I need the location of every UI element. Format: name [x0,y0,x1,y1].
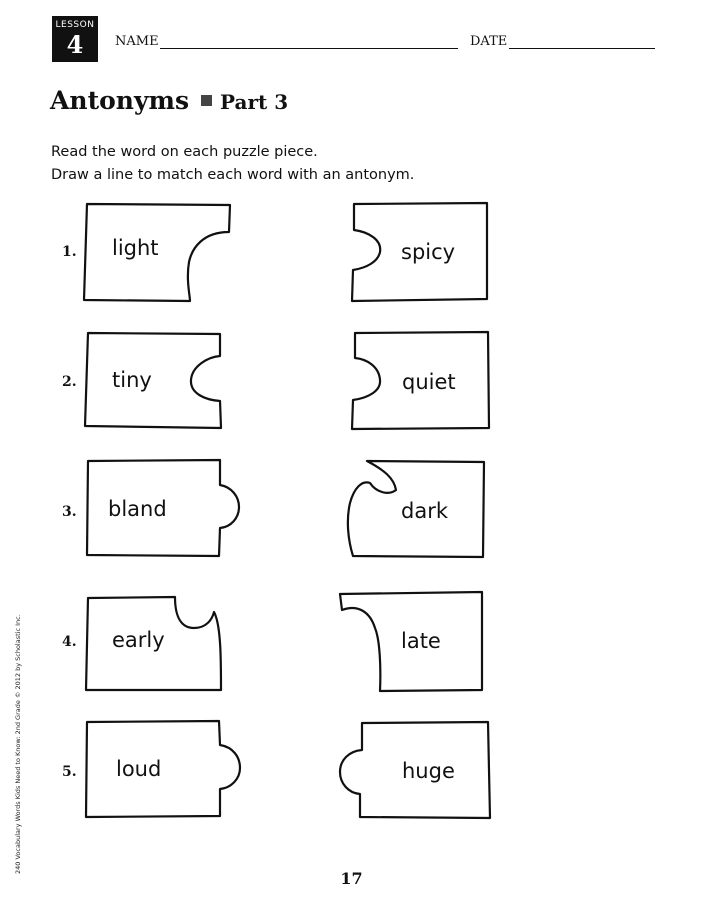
word-right-5: huge [402,759,455,783]
instruction-line-2: Draw a line to match each word with an antonym. [51,167,415,183]
instruction-line-1: Read the word on each puzzle piece. [51,144,318,160]
lesson-label: LESSON [55,20,95,30]
row-number-5: 5. [62,764,77,780]
puzzle-piece-tiny[interactable] [85,333,221,428]
page-number: 17 [340,869,363,888]
word-right-3: dark [401,499,448,523]
title-main: Antonyms [50,86,190,115]
row-number-2: 2. [62,374,77,390]
word-left-5: loud [116,757,162,781]
word-right-1: spicy [401,240,456,264]
lesson-number: 4 [66,30,84,59]
word-left-1: light [112,236,159,260]
copyright-text: 240 Vocabulary Words Kids Need to Know: 2nd Grade © 2012 by Scholastic Inc. [14,614,22,874]
puzzle-piece-loud[interactable] [86,721,240,817]
row-number-1: 1. [62,244,77,260]
word-left-4: early [112,628,165,652]
word-left-3: bland [108,497,167,521]
copyright-credit [14,614,28,882]
row-number-3: 3. [62,504,77,520]
name-label: NAME [115,34,159,49]
date-label: DATE [470,34,508,49]
word-left-2: tiny [112,368,152,392]
word-right-2: quiet [402,370,456,394]
row-number-4: 4. [62,634,77,650]
word-right-4: late [401,629,441,653]
title-part: Part 3 [220,90,289,114]
